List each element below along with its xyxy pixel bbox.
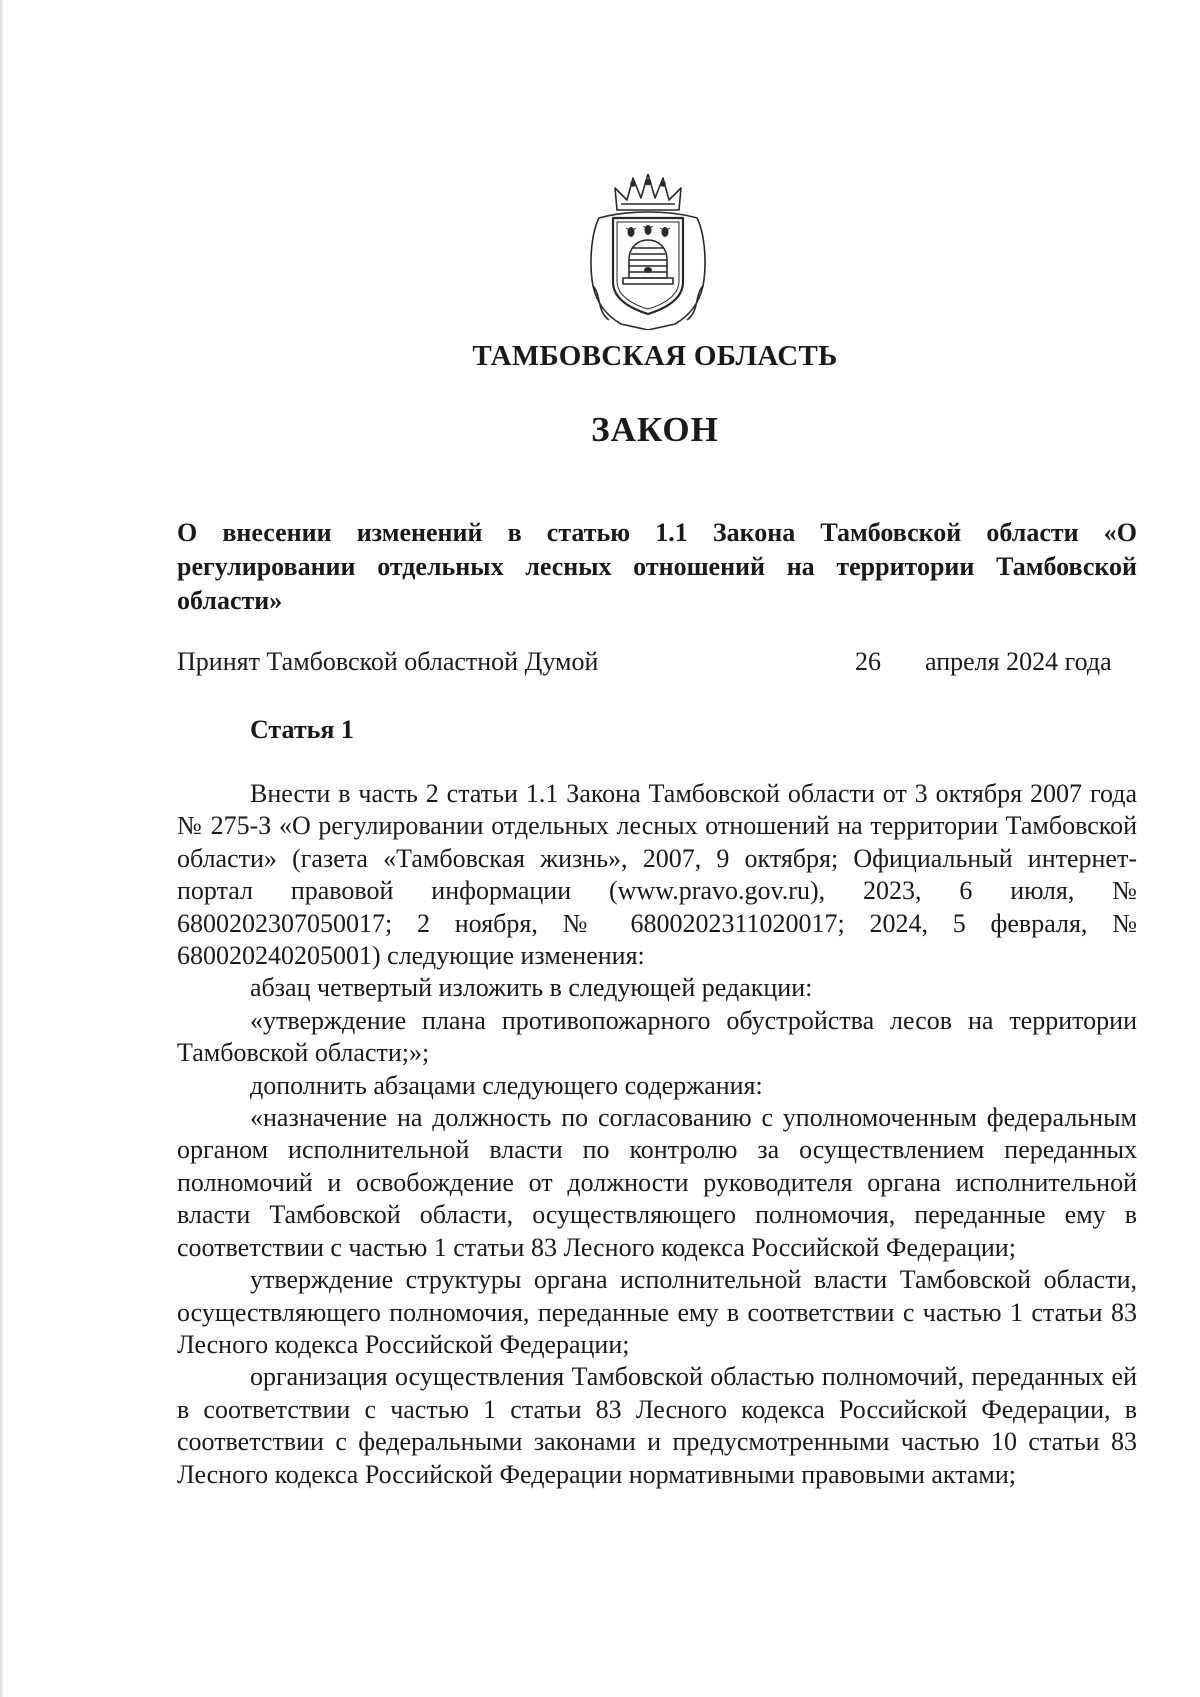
adoption-month-year: апреля 2024 года <box>925 647 1112 676</box>
law-title: О внесении изменений в статью 1.1 Закона Тамбовской области «О регулировании отдельных лесных отношений на территории Тамбовской области» <box>177 518 1137 615</box>
scan-edge-shadow <box>0 0 4 1697</box>
article-paragraph: «утверждение плана противопожарного обустройства лесов на территории Тамбовской области;»; <box>177 1005 1137 1068</box>
region-title: ТАМБОВСКАЯ ОБЛАСТЬ <box>472 340 838 372</box>
tambov-coat-of-arms-icon <box>587 174 709 330</box>
adoption-line <box>177 645 1137 679</box>
article-paragraph: абзац четвертый изложить в следующей редакции: <box>250 973 813 1003</box>
article-paragraph: Внести в часть 2 статьи 1.1 Закона Тамбовской области от 3 октября 2007 года № 275-З «О регулировании отдельных лесных отношений на территории Тамбовской области» (газета «Тамбовская жизнь», 2007, 9 октября; Официальный интернет-портал правовой информации (www.pravo.gov.ru), 2023, 6 июля, № 6800202307050017; 2 ноября, № 6800202311020017; 2024, 5 февраля, № 680020240205001) следующие изменения: <box>177 779 1137 971</box>
adoption-body: Принят Тамбовской областной Думой <box>177 647 599 676</box>
article-paragraph: утверждение структуры органа исполнительной власти Тамбовской области, осуществляющего полномочия, переданные ему в соответствии с частью 1 статьи 83 Лесного кодекса Российской Федерации; <box>177 1265 1137 1359</box>
article-paragraph: дополнить абзацами следующего содержания: <box>250 1070 763 1100</box>
article-paragraph: организация осуществления Тамбовской областью полномочий, переданных ей в соответствии с частью 1 статьи 83 Лесного кодекса Российской Федерации, в соответствии с федеральными законами и предусмотренными частью 10 статьи 83 Лесного кодекса Российской Федерации нормативными правовыми актами; <box>177 1362 1137 1489</box>
document-type: ЗАКОН <box>591 410 719 449</box>
article-heading: Статья 1 <box>250 715 354 744</box>
article-body <box>177 778 1137 1491</box>
adoption-day: 26 <box>855 647 881 676</box>
article-paragraph: «назначение на должность по согласованию с уполномоченным федеральным органом исполнительной власти по контролю за осуществлением переданных полномочий и освобождение от должности руководителя органа исполнительной власти Тамбовской области, осуществляющего полномочия, переданные ему в соответствии с частью 1 статьи 83 Лесного кодекса Российской Федерации; <box>177 1103 1137 1262</box>
